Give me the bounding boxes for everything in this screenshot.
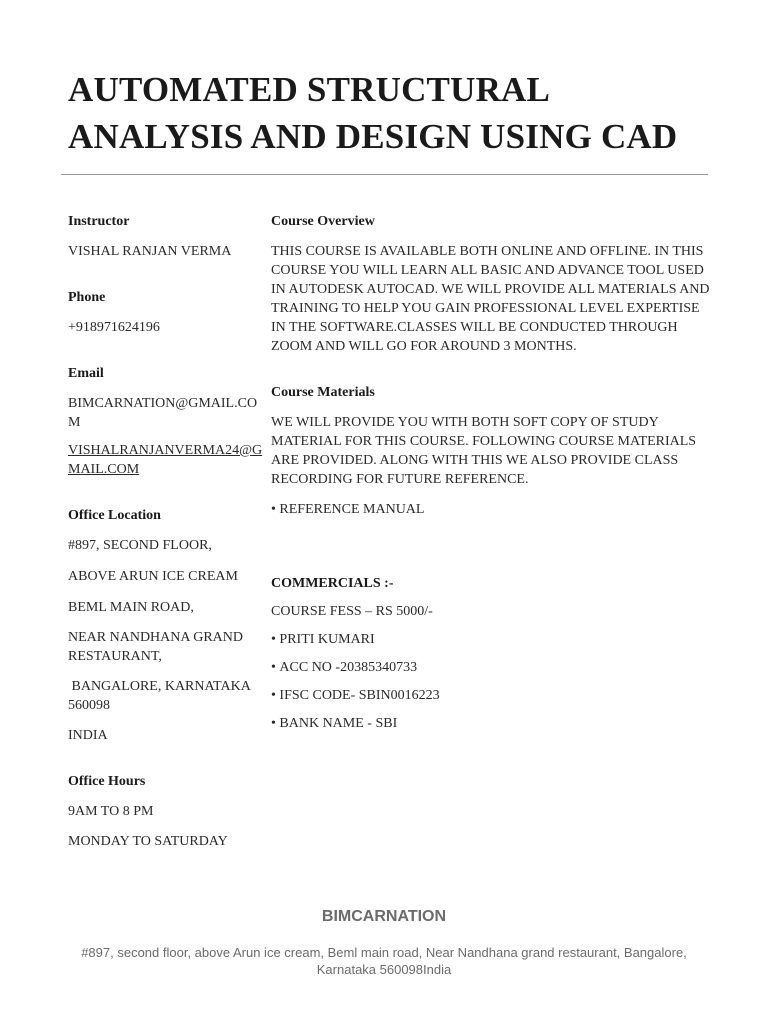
address-line-4: NEAR NANDHANA GRAND RESTAURANT, (68, 630, 247, 664)
email-primary: BIMCARNATION@GMAIL.COM (68, 396, 258, 430)
address-line-2: ABOVE ARUN ICE CREAM (68, 569, 238, 584)
office-location-label: Office Location (68, 508, 161, 523)
address-line-1: #897, SECOND FLOOR, (68, 538, 212, 553)
course-overview-label: Course Overview (271, 214, 375, 229)
footer-address: #897, second floor, above Arun ice cream, Beml main road, Near Nandhana grand restaurant, Bangalore, Karnataka 560098India (81, 945, 687, 977)
office-hours-days: MONDAY TO SATURDAY (68, 834, 228, 849)
course-overview-text: THIS COURSE IS AVAILABLE BOTH ONLINE AND OFFLINE. IN THIS COURSE YOU WILL LEARN ALL BASIC AND ADVANCE TOOL USED IN AUTODESK AUTOCAD. WE WILL PROVIDE ALL MATERIALS AND TRAINING TO HELP YOU GAIN PROFESSIONAL LEVEL EXPERTISE IN THE SOFTWARE.CLASSES WILL BE CONDUCTED THROUGH ZOOM AND WILL GO FOR AROUND 3 MONTHS. (271, 244, 710, 354)
footer-company-name: BIMCARNATION (321, 908, 447, 925)
email-secondary-text[interactable]: VISHALRANJANVERMA24@GMAIL.COM (68, 443, 263, 477)
address-line-5: BANGALORE, KARNATAKA 560098 (68, 679, 254, 713)
instructor-label: Instructor (68, 214, 130, 229)
bank-name: • BANK NAME - SBI (271, 714, 711, 733)
address-line-3: BEML MAIN ROAD, (68, 600, 194, 615)
office-hours-label: Office Hours (68, 774, 146, 789)
payee-name: • PRITI KUMARI (271, 630, 711, 649)
phone-value: +918971624196 (68, 320, 160, 335)
office-hours-time: 9AM TO 8 PM (68, 804, 154, 819)
ifsc-code: • IFSC CODE- SBIN0016223 (271, 686, 711, 705)
address-line-6: INDIA (68, 728, 108, 743)
commercials-label: COMMERCIALS :- (271, 576, 394, 591)
course-column (271, 212, 711, 733)
materials-item: • REFERENCE MANUAL (271, 500, 711, 519)
title-line-1: AUTOMATED STRUCTURAL (68, 70, 551, 109)
course-fees: COURSE FESS – RS 5000/- (271, 604, 433, 619)
phone-label: Phone (68, 290, 106, 305)
title-line-2: ANALYSIS AND DESIGN USING CAD (68, 117, 678, 156)
contact-column (68, 212, 268, 851)
email-label: Email (68, 366, 104, 381)
title-divider (61, 174, 708, 175)
account-number: • ACC NO -20385340733 (271, 658, 711, 677)
email-secondary-link[interactable] (68, 441, 268, 479)
page-title (68, 66, 708, 160)
course-materials-label: Course Materials (271, 385, 375, 400)
instructor-name: VISHAL RANJAN VERMA (68, 244, 232, 259)
course-materials-text: WE WILL PROVIDE YOU WITH BOTH SOFT COPY OF STUDY MATERIAL FOR THIS COURSE. FOLLOWING COURSE MATERIALS ARE PROVIDED. ALONG WITH THIS WE ALSO PROVIDE CLASS RECORDING FOR FUTURE REFERENCE. (271, 415, 697, 487)
